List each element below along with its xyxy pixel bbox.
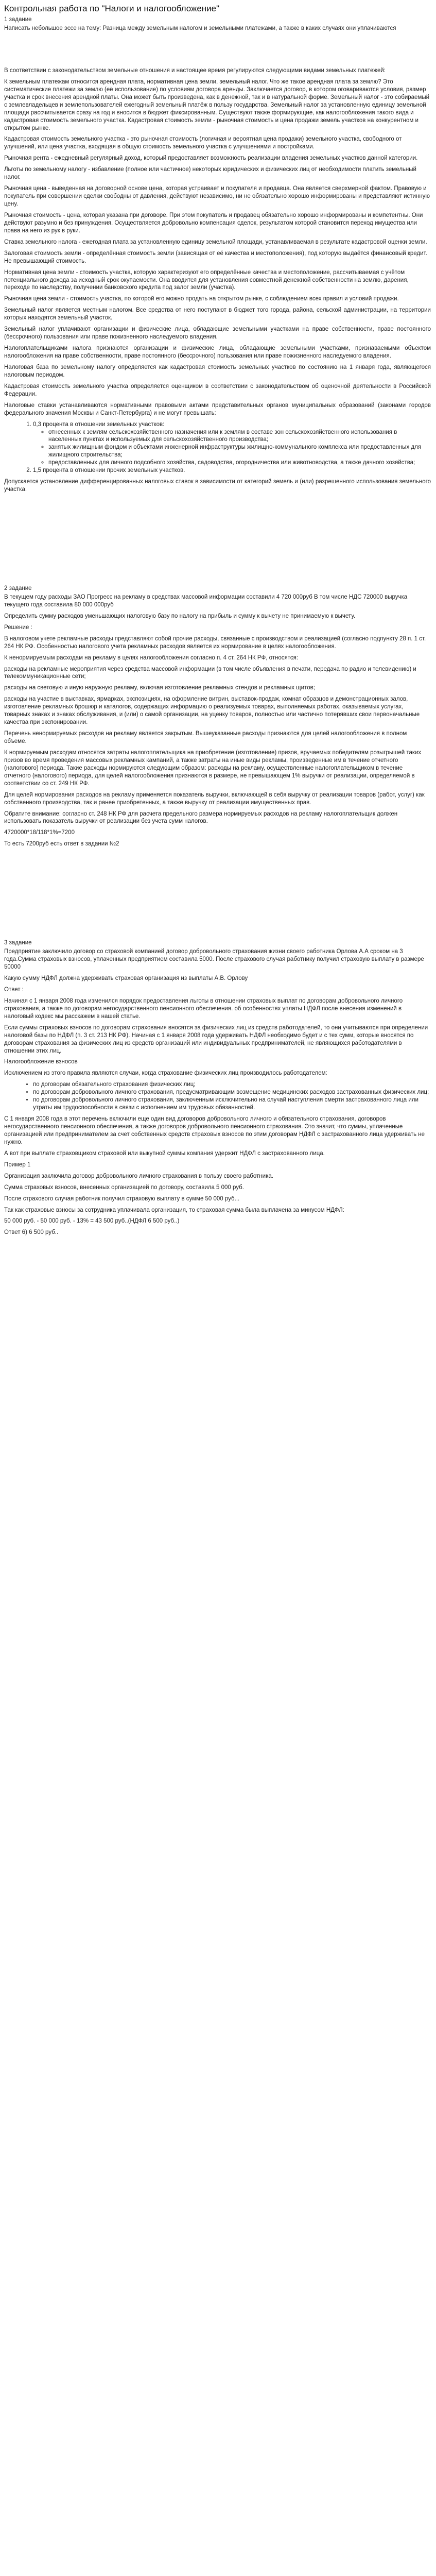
paragraph: Рыночная рента - ежедневный регулярный доход, который предоставляет возможность реализации владения земельных участков данной категории. [4, 155, 418, 162]
paragraph: Для целей нормирования расходов на рекламу применяется показатель выручки, включающей в себя выручку от реализации товаров (работ, услуг) как собственного производства, так и ранее приобретенных, а также выручку от реализации имущественных прав. [4, 791, 425, 806]
paragraph: Ответ 6) 6 500 руб.. [4, 1229, 59, 1236]
paragraph: расходы на участие в выставках, ярмарках, экспозициях, на оформление витрин, выставок-продаж, комнат образцов и демонстрационных залов, изготовление рекламных брошюр и каталогов, содержащих информацию о реализуемых товарах, выполняемых работах, оказываемых услугах, товарных знаках и знаках обслуживания, и (или) о самой организации, на уценку товаров, полностью или частично потерявших свои первоначальные качества при экспонировании. [4, 696, 420, 726]
paragraph: Нормативная цена земли - стоимость участка, которую характеризуют его определённые качества и местоположение, рассчитываемая с учётом потенциального дохода за исходный срок окупаемости. Она вводится для установления совместной денежной собственности на землю, дарения, переходе по наследству, получении банковского кредита под залог земли (участка). [4, 269, 409, 291]
paragraph: Перечень ненормируемых расходов на рекламу является закрытым. Вышеуказанные расходы признаются для целей налогообложения в полном объеме. [4, 731, 407, 745]
paragraph: Налогообложение взносов [4, 1059, 78, 1065]
list-item: • по договорам обязательного страхования физических лиц; [33, 1081, 431, 1089]
paragraph: Налоговые ставки устанавливаются нормативными правовыми актами представительных органов муниципальных образований (законами городов федерального значения Москвы и Санкт-Петербурга) и не могут превышать: [4, 402, 431, 416]
bullet-list [33, 429, 431, 467]
paragraph: Ответ : [4, 986, 24, 993]
paragraph: Исключением из этого правила являются случаи, когда страхование физических лиц производилось работодателем: [4, 1070, 327, 1077]
paragraph: К нормируемым расходам относятся затраты налогоплательщика на приобретение (изготовление) призов, вручаемых победителям розыгрышей таких призов во время проведения массовых рекламных кампаний, а также затраты на иные виды рекламы, произведенные им в течение отчетного (налогового) периода. Такие расходы нормируются следующим образом: расходы на рекламу, осуществленные налогоплательщиком в течение отчетного (налогового) периода, для целей налогообложения признаются в размере, не превышающем 1% выручки от реализации, определяемой в соответствии со ст. 249 НК РФ. [4, 749, 422, 787]
paragraph: Рыночная цена земли - стоимость участка, по которой его можно продать на открытом рынке, с соблюдением всех правил и условий продажи. [4, 296, 399, 302]
paragraph: После страхового случая работник получил страховую выплату в сумме 50 000 руб... [4, 1195, 240, 1202]
paragraph: В текущем году расходы ЗАО Прогресс на рекламу в средствах массовой информации составили 4 720 000руб В том числе НДС 720000 выручка текущего года составила 80 000 000руб [4, 594, 408, 608]
paragraph: Ставка земельного налога - ежегодная плата за установленную единицу земельной площади, устанавливаемая в результате кадастровой оценки земли. [4, 239, 427, 245]
paragraph: В соответствии с законодательством земельные отношения и настоящее время регулируются следующими видами земельных платежей: [4, 67, 386, 74]
paragraph: Так как страховые взносы за сотрудника уплачивала организация, то страховая сумма была выплачена за минусом НДФЛ: [4, 1207, 344, 1213]
paragraph: Если суммы страховых взносов по договорам страхования вносятся за физических лиц из средств работодателей, то они учитываются при определении налоговой базы по НДФЛ (п. 3 ст. 213 НК РФ). Начиная с 1 января 2008 года удерживать НДФЛ необходимо будет и с тех сумм, которые вносятся по договорам страхования за физических лиц из средств организаций или индивидуальных предпринимателей, не являющихся работодателями в отношении этих лиц. [4, 1024, 428, 1054]
paragraph: Кадастровая стоимость земельного участка - это рыночная стоимость (логичная и вероятная цена продажи) земельного участка, свободного от улучшений, или цена участка, входящая в общую стоимость земельного участка с улучшениями и постройками. [4, 136, 402, 150]
paragraph: Земельный налог является местным налогом. Все средства от него поступают в бюджет того города, района, сельской администрации, на территории которых находятся земельный участок. [4, 307, 431, 321]
paragraph: 50 000 руб. - 50 000 руб. - 13% = 43 500 руб..(НДФЛ 6 500 руб..) [4, 1218, 180, 1225]
document [0, 0, 436, 1250]
paragraph: Написать небольшое эссе на тему: Разница между земельным налогом и земельными платежами, а также в каких случаях они уплачиваются [4, 25, 396, 32]
paragraph: Кадастровая стоимость земельного участка определяется оценщиком в соответствии с законодательством об оценочной деятельности в Российской Федерации. [4, 383, 431, 397]
bullet-list [4, 1081, 431, 1112]
blank-space [4, 852, 431, 939]
paragraph: Решение : [4, 624, 32, 631]
paragraph: К ненормируемым расходам на рекламу в целях налогообложения согласно п. 4 ст. 264 НК РФ, относятся: [4, 654, 299, 661]
list-item: • по договорам добровольного личного страхования, заключенным исключительно на случай наступления смерти застрахованного лица или утраты им трудоспособности в связи с исполнением им трудовых обязанностей. [33, 1096, 431, 1112]
paragraph: Налогоплательщиками налога признаются организации и физические лица, обладающие земельными участками, признаваемыми объектом налогообложения на праве собственности, праве постоянного (бессрочного) пользования или праве пожизненного наследуемого владения. [4, 345, 431, 360]
task-2 [4, 585, 431, 848]
task-3-heading: 3 задание [4, 940, 32, 946]
task-3-body [4, 948, 431, 1236]
paragraph: Предприятие заключило договор со страховой компанией договор добровольного страхования жизни своего работника Орлова А.А сроком на 3 года.Сумма страховых взносов, уплаченных предприятием составила 5000. После страхового случая работнику получил страховую выплату в размере 50000 [4, 948, 424, 971]
list-item: • по договорам добровольного личного страхования, предусматривающим возмещение медицинских расходов застрахованных физических лиц; [33, 1089, 431, 1096]
paragraph: К земельным платежам относится арендная плата, нормативная цена земли, земельный налог. Что же такое арендная плата за землю? Это систематические платежи за землю (её использование) по условиям договора аренды. Заключается договор, в котором оговариваются условия, размер участка и срок внесения арендной платы. Она может быть произведена, как в денежной, так и в натуральной форме. Земельный налог - это собираемый с землевладельцев и землепользователей ежегодный земельный платёж в пользу государства. Земельный налог за установленную единицу земельной площади рассчитывается сразу на год и вносится в бюджет фиксированным. Существуют также формирующие, как налогообложения такого вида и кадастровая стоимость земельного участка. Кадастровая стоимость земли - рыночная стоимость и цена продажи земель участков на конкурентном и открытом рынке. [4, 78, 430, 131]
blank-space [4, 497, 431, 585]
list-item [33, 421, 431, 467]
task-2-heading: 2 задание [4, 585, 32, 592]
paragraph: расходы на световую и иную наружную рекламу, включая изготовление рекламных стендов и рекламных щитов; [4, 685, 315, 691]
blank-space [4, 36, 431, 67]
paragraph: расходы на рекламные мероприятия через средства массовой информации (в том числе объявления в печати, передача по радио и телевидению) и телекоммуникационные сети; [4, 666, 416, 680]
list-item-text: 0,3 процента в отношении земельных участков: [33, 421, 165, 428]
list-item: ◦ отнесенных к землям сельскохозяйственного назначения или к землям в составе зон сельскохозяйственного использования в населенных пунктах и используемых для сельскохозяйственного производства; [48, 429, 431, 444]
paragraph: Начиная с 1 января 2008 года изменился порядок предоставления льготы в отношении страховых выплат по договорам добровольного личного страхования, а также по договорам негосударственного пенсионного обеспечения. об особенностях уплаты НДФЛ после внесения изменений в налоговый кодекс мы расскажем в нашей статье. [4, 997, 403, 1020]
numbered-list [4, 421, 431, 475]
paragraph: Допускается установление дифференцированных налоговых ставок в зависимости от категорий земель и (или) разрешенного использования земельного участка. [4, 479, 431, 493]
list-item [33, 467, 431, 474]
paragraph: Земельный налог уплачивают организации и физические лица, обладающие земельными участками на праве собственности, праве постоянного (бессрочного) пользования или праве пожизненного наследуемого владения. [4, 326, 431, 341]
paragraph: То есть 7200руб есть ответ в задании №2 [4, 841, 119, 848]
paragraph: Определить сумму расходов уменьшающих налоговую базу по налогу на прибыль и сумму к вычету не принимаемую к вычету. [4, 613, 356, 619]
paragraph: 4720000*18/118*1%=7200 [4, 829, 75, 836]
paragraph: Организация заключила договор добровольного личного страхования в пользу своего работника. [4, 1173, 273, 1179]
paragraph: А вот при выплате страховщиком страховой или выкупной суммы компания удержит НДФЛ с застрахованного лица. [4, 1150, 325, 1157]
list-item-text: 1,5 процента в отношении прочих земельных участков. [33, 467, 185, 474]
task-1-heading: 1 задание [4, 16, 32, 23]
paragraph: Рыночная цена - выведенная на договорной основе цена, которая устраивает и покупателя и продавца. Она является сверхмерной фактом. Правовую и покупатель при совершении сделки свободны от давления, действуют независимо, ни не обязательно хорошо информированы и представляют истинную цену. [4, 185, 430, 208]
paragraph: Рыночная стоимость - цена, которая указана при договоре. При этом покупатель и продавец обязательно хорошо информированы и компетентны. Они действуют разумно и без принуждения. Осуществляется добровольно компенсация сделок, результатом которой становится переход имущества или права на него из рук в руки. [4, 212, 423, 234]
list-item: ◦ занятых жилищным фондом и объектами инженерной инфраструктуры жилищно-коммунального комплекса или предоставленных для жилищного строительства; [48, 444, 431, 459]
list-item: ◦ предоставленных для личного подсобного хозяйства, садоводства, огородничества или животноводства, а также дачного хозяйства; [48, 459, 431, 467]
task-1 [4, 16, 431, 494]
paragraph: С 1 января 2008 года в этот перечень включили еще один вид договоров добровольного личного и обязательного страхования, договоров негосударственного пенсионного обеспечения, а также договоров добровольного пенсионного страхования. Это значит, что суммы, уплаченные организацией или предпринимателем за счет собственных средств страховых взносов по этим договорам НДФЛ с застрахованного лица удерживать не нужно. [4, 1116, 425, 1145]
task-3 [4, 939, 431, 1236]
paragraph: Какую сумму НДФЛ должна удерживать страховая организация из выплаты А.В. Орлову [4, 975, 248, 982]
task-1-body [4, 25, 431, 494]
paragraph: Льготы по земельному налогу - избавление (полное или частичное) некоторых юридических и физических лиц от необходимости платить земельный налог. [4, 166, 416, 181]
paragraph: Налоговая база по земельному налогу определяется как кадастровая стоимость земельных участков по состоянию на 1 января года, являющегося налоговым периодом. [4, 364, 431, 378]
task-2-body [4, 594, 431, 848]
paragraph: Обратите внимание: согласно ст. 248 НК РФ для расчета предельного размера нормируемых расходов на рекламу налогоплательщик должен использовать показатель выручки от реализации без учета сумм налогов. [4, 810, 398, 825]
paragraph: В налоговом учете рекламные расходы представляют собой прочие расходы, связанные с производством и реализацией (согласно подпункту 28 п. 1 ст. 264 НК РФ. Особенностью налогового учета рекламных расходов является их нормирование в целях налогообложения. [4, 635, 426, 650]
paragraph: Залоговая стоимость земли - определённая стоимость земли (зависящая от её качества и местоположения), под которую выдаётся финансовый кредит. Не превышающий стоимость. [4, 250, 427, 264]
paragraph: Сумма страховых взносов, внесенных организацией по договору, составила 5 000 руб. [4, 1184, 244, 1191]
paragraph: Пример 1 [4, 1161, 31, 1168]
page-title: Контрольная работа по "Налоги и налогообложение" [4, 4, 220, 13]
